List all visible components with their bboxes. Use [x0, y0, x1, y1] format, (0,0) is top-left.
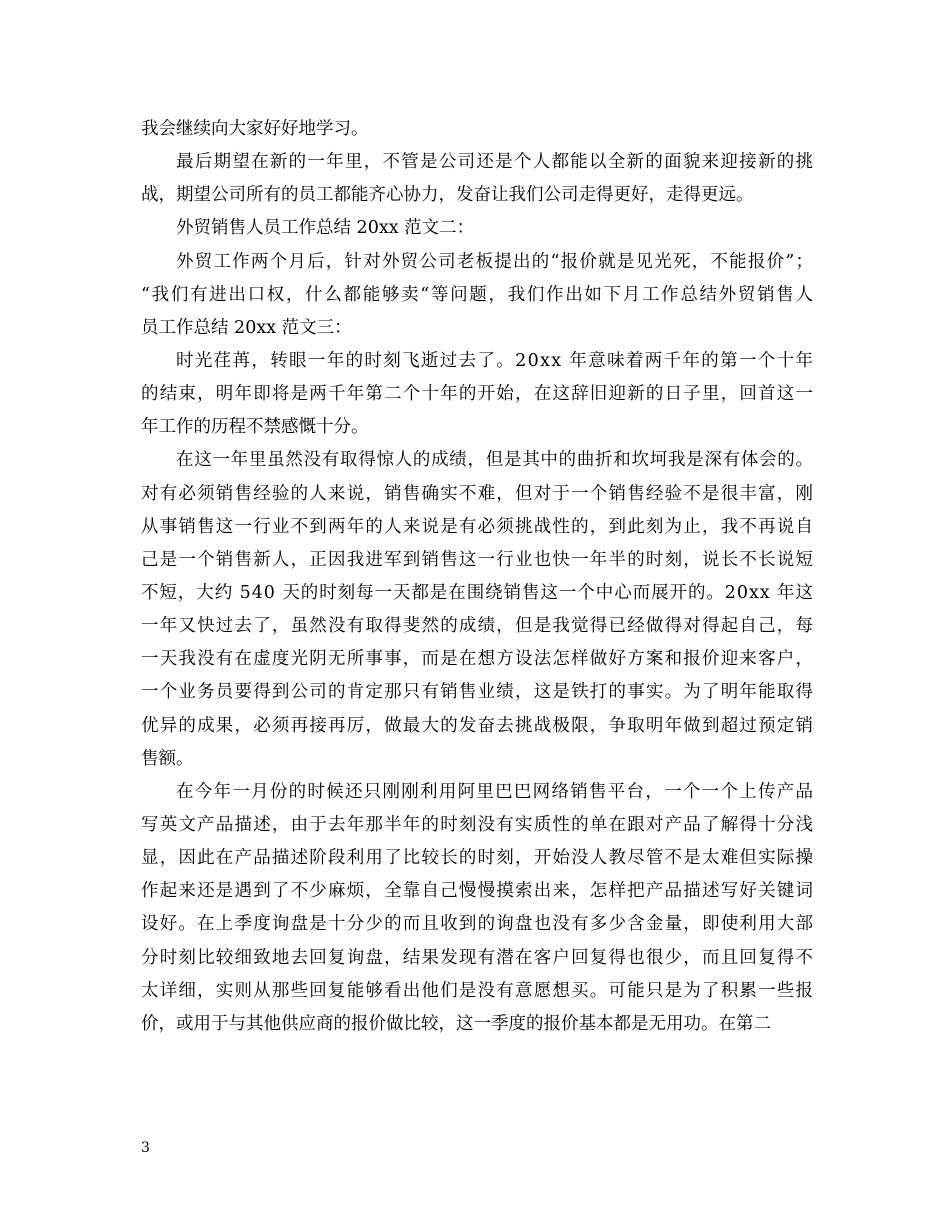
text-line-content: 在今年一月份的时候还只刚刚利用阿里巴巴网络销售平台，一个一个上传产品: [176, 781, 815, 802]
text-line: [141, 478, 813, 511]
text-line: [141, 643, 813, 676]
text-line: [141, 411, 813, 444]
text-line-content: 年工作的历程不禁感慨十分。: [141, 417, 369, 438]
text-line-content: 写英文产品描述，由于去年那半年的时刻没有实质性的单在跟对产品了解得十分浅: [141, 814, 815, 835]
text-line: [141, 179, 813, 212]
text-line: [141, 842, 813, 875]
text-line-content: 的结束，明年即将是两千年第二个十年的开始，在这辞旧迎新的日子里，回首这一: [141, 384, 815, 405]
text-line-content: 员工作总结 20xx 范文三：: [141, 317, 352, 338]
text-line: [141, 246, 813, 279]
text-line-content: 对有必须销售经验的人来说，销售确实不难，但对于一个销售经验不是很丰富，刚: [141, 483, 815, 504]
text-line: [141, 875, 813, 908]
text-line-content: 优异的成果，必须再接再厉，做最大的发奋去挑战极限，争取明年做到超过预定销: [141, 715, 815, 736]
text-line-content: 一个业务员要得到公司的肯定那只有销售业绩，这是铁打的事实。为了明年能取得: [141, 682, 815, 703]
text-line: [141, 942, 813, 975]
text-line-content: 不短，大约 540 天的时刻每一天都是在围绕销售这一个中心而展开的。20xx 年这: [141, 582, 814, 603]
text-line-content: 最后期望在新的一年里，不管是公司还是个人都能以全新的面貌来迎接新的挑: [176, 152, 815, 173]
text-line: [141, 312, 813, 345]
text-line-content: 售额。: [141, 748, 194, 769]
text-line: [141, 610, 813, 643]
text-line-content: 作起来还是遇到了不少麻烦，全靠自己慢慢摸索出来，怎样把产品描述写好关键词: [141, 881, 815, 902]
text-line-content: 一年又快过去了，虽然没有取得斐然的成绩，但是我觉得已经做得对得起自己，每: [141, 616, 815, 637]
text-line: [141, 113, 813, 146]
text-line-content: 己是一个销售新人，正因我进军到销售这一行业也快一年半的时刻，说长不长说短: [141, 549, 815, 570]
text-line-content: “我们有进出口权，什么都能够卖“等问题，我们作出如下月工作总结外贸销售人: [141, 284, 815, 305]
text-line-content: 外贸销售人员工作总结 20xx 范文二：: [176, 218, 475, 239]
text-line-content: 显，因此在产品描述阶段利用了比较长的时刻，开始没人教尽管不是太难但实际操: [141, 848, 815, 869]
text-line-content: 太详细，实则从那些回复能够看出他们是没有意愿想买。可能只是为了积累一些报: [141, 980, 815, 1001]
text-line: [141, 676, 813, 709]
text-line-content: 分时刻比较细致地去回复询盘，结果发现有潜在客户回复得也很少，而且回复得不: [141, 947, 815, 968]
text-line-content: 一天我没有在虚度光阴无所事事，而是在想方设法怎样做好方案和报价迎来客户，: [141, 649, 815, 670]
text-line: [141, 146, 813, 179]
text-line: [141, 975, 813, 1008]
document-body: [141, 113, 813, 1041]
text-line-content: 战，期望公司所有的员工都能齐心协力，发奋让我们公司走得更好，走得更远。: [141, 185, 754, 206]
text-line-content: 时光荏苒，转眼一年的时刻飞逝过去了。20xx 年意味着两千年的第一个十年: [176, 350, 815, 371]
text-line: [141, 444, 813, 477]
text-line: [141, 809, 813, 842]
text-line: [141, 279, 813, 312]
text-line: [141, 345, 813, 378]
text-line: [141, 511, 813, 544]
text-line-content: 外贸工作两个月后，针对外贸公司老板提出的“报价就是见光死，不能报价”；: [176, 251, 815, 272]
text-line-content: 价，或用于与其他供应商的报价做比较，这一季度的报价基本都是无用功。在第二: [141, 1013, 771, 1034]
text-line: [141, 577, 813, 610]
text-line-content: 设好。在上季度询盘是十分少的而且收到的询盘也没有多少含金量，即使利用大部: [141, 914, 815, 935]
text-line-content: 我会继续向大家好好地学习。: [141, 119, 369, 139]
text-line: [141, 544, 813, 577]
text-line: [141, 212, 813, 245]
text-line: [141, 1008, 813, 1041]
page-number: 3: [141, 1140, 150, 1156]
text-line-content: 从事销售这一行业不到两年的人来说是有必须挑战性的，到此刻为止，我不再说自: [141, 516, 815, 537]
text-line: [141, 908, 813, 941]
text-line: [141, 776, 813, 809]
text-line: [141, 710, 813, 743]
text-line: [141, 743, 813, 776]
text-line: [141, 378, 813, 411]
text-line-content: 在这一年里虽然没有取得惊人的成绩，但是其中的曲折和坎坷我是深有体会的。: [176, 450, 814, 471]
